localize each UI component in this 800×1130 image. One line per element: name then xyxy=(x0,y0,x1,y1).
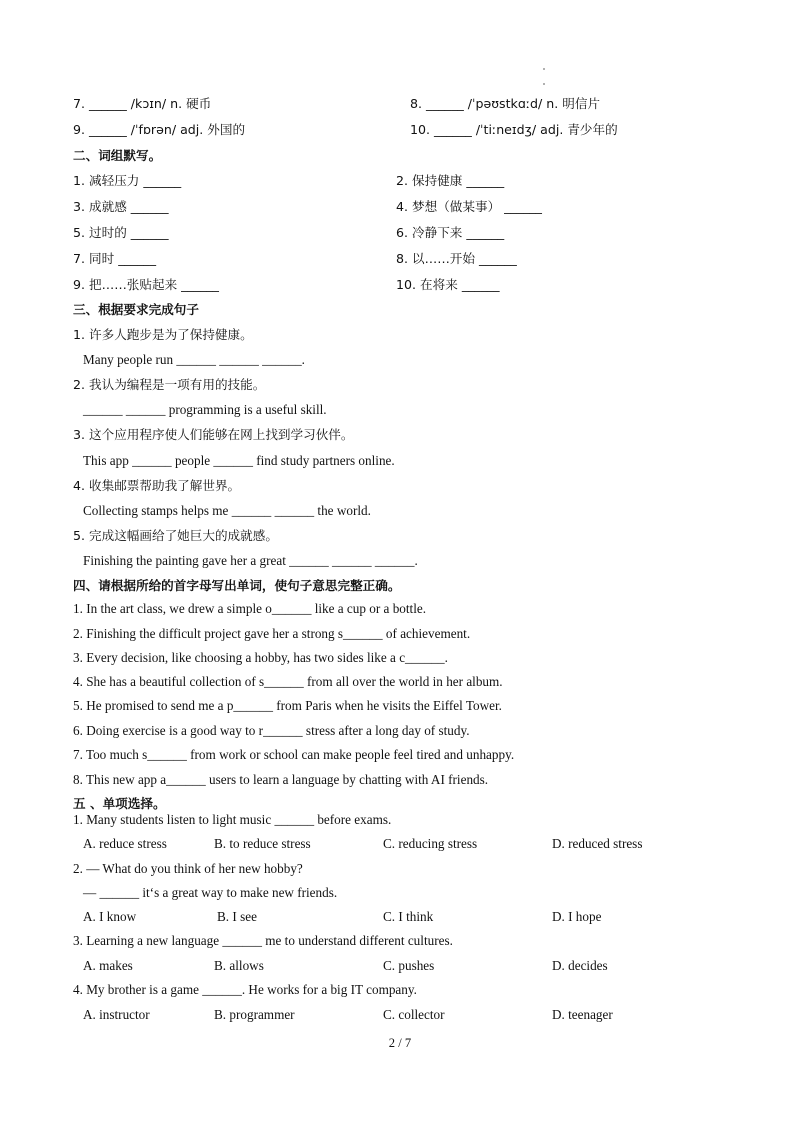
option-b: B. allows xyxy=(214,958,264,973)
phrase-item: 9. 把……张贴起来 ______ xyxy=(73,277,219,292)
page-number: 2 / 7 xyxy=(388,1036,412,1050)
vocab-item: 8. ______ /ˈpəʊstkɑːd/ n. 明信片 xyxy=(410,96,601,111)
question-stem: 2. — What do you think of her new hobby? xyxy=(73,861,303,876)
phrase-item: 3. 成就感 ______ xyxy=(73,199,169,214)
section-heading: 二、词组默写。 xyxy=(73,148,162,163)
section-heading: 四、请根据所给的首字母写出单词，使句子意思完整正确。 xyxy=(73,578,401,593)
phrase-item: 1. 减轻压力 ______ xyxy=(73,173,182,188)
sentence-cn: 5. 完成这幅画给了她巨大的成就感。 xyxy=(73,528,278,543)
option-d: D. reduced stress xyxy=(552,836,643,851)
sentence-cn: 2. 我认为编程是一项有用的技能。 xyxy=(73,377,266,392)
option-d: D. I hope xyxy=(552,909,602,924)
question-stem: 3. Learning a new language ______ me to understand different cultures. xyxy=(73,933,453,948)
scan-dot xyxy=(543,83,545,85)
vocab-item: 10. ______ /ˈtiːneɪdʒ/ adj. 青少年的 xyxy=(410,122,618,137)
sentence-en: This app ______ people ______ find study partners online. xyxy=(83,453,395,468)
fill-in-item: 8. This new app a______ users to learn a language by chatting with AI friends. xyxy=(73,772,489,787)
phrase-item: 10. 在将来 ______ xyxy=(396,277,500,292)
option-a: A. makes xyxy=(83,958,133,973)
fill-in-item: 6. Doing exercise is a good way to r______ stress after a long day of study. xyxy=(73,723,470,738)
option-b: B. I see xyxy=(217,909,257,924)
phrase-item: 6. 冷静下来 ______ xyxy=(396,225,505,240)
sentence-en: ______ ______ programming is a useful skill. xyxy=(83,402,327,417)
phrase-item: 8. 以……开始 ______ xyxy=(396,251,517,266)
option-a: A. reduce stress xyxy=(83,836,167,851)
sentence-cn: 1. 许多人跑步是为了保持健康。 xyxy=(73,327,253,342)
fill-in-item: 5. He promised to send me a p______ from Paris when he visits the Eiffel Tower. xyxy=(73,698,502,713)
section-heading: 三、根据要求完成句子 xyxy=(73,302,199,317)
option-b: B. programmer xyxy=(214,1007,295,1022)
option-d: D. decides xyxy=(552,958,608,973)
option-c: C. pushes xyxy=(383,958,435,973)
phrase-item: 5. 过时的 ______ xyxy=(73,225,169,240)
sentence-cn: 3. 这个应用程序使人们能够在网上找到学习伙伴。 xyxy=(73,427,354,442)
vocab-item: 9. ______ /ˈfɒrən/ adj. 外国的 xyxy=(73,122,246,137)
sentence-cn: 4. 收集邮票帮助我了解世界。 xyxy=(73,478,241,493)
sentence-en: Finishing the painting gave her a great ______ ______ ______. xyxy=(83,553,418,568)
option-c: C. reducing stress xyxy=(383,836,478,851)
option-c: C. collector xyxy=(383,1007,445,1022)
sentence-en: Many people run ______ ______ ______. xyxy=(83,352,305,367)
option-c: C. I think xyxy=(383,909,434,924)
question-stem-line2: — ______ it‘s a great way to make new friends. xyxy=(83,885,338,900)
option-b: B. to reduce stress xyxy=(214,836,311,851)
fill-in-item: 1. In the art class, we drew a simple o______ like a cup or a bottle. xyxy=(73,601,427,616)
scan-dot xyxy=(543,68,545,70)
vocab-item: 7. ______ /kɔɪn/ n. 硬币 xyxy=(73,96,212,111)
phrase-item: 7. 同时 ______ xyxy=(73,251,156,266)
fill-in-item: 3. Every decision, like choosing a hobby, has two sides like a c______. xyxy=(73,650,448,665)
question-stem: 4. My brother is a game ______. He works for a big IT company. xyxy=(73,982,417,997)
option-d: D. teenager xyxy=(552,1007,613,1022)
fill-in-item: 4. She has a beautiful collection of s______ from all over the world in her album. xyxy=(73,674,503,689)
phrase-item: 2. 保持健康 ______ xyxy=(396,173,505,188)
section-heading: 五 、单项选择。 xyxy=(73,796,166,811)
fill-in-item: 2. Finishing the difficult project gave her a strong s______ of achievement. xyxy=(73,626,471,641)
fill-in-item: 7. Too much s______ from work or school can make people feel tired and unhappy. xyxy=(73,747,515,762)
option-a: A. instructor xyxy=(83,1007,150,1022)
phrase-item: 4. 梦想（做某事） ______ xyxy=(396,199,542,214)
question-stem: 1. Many students listen to light music ______ before exams. xyxy=(73,812,392,827)
sentence-en: Collecting stamps helps me ______ ______ the world. xyxy=(83,503,371,518)
option-a: A. I know xyxy=(83,909,137,924)
